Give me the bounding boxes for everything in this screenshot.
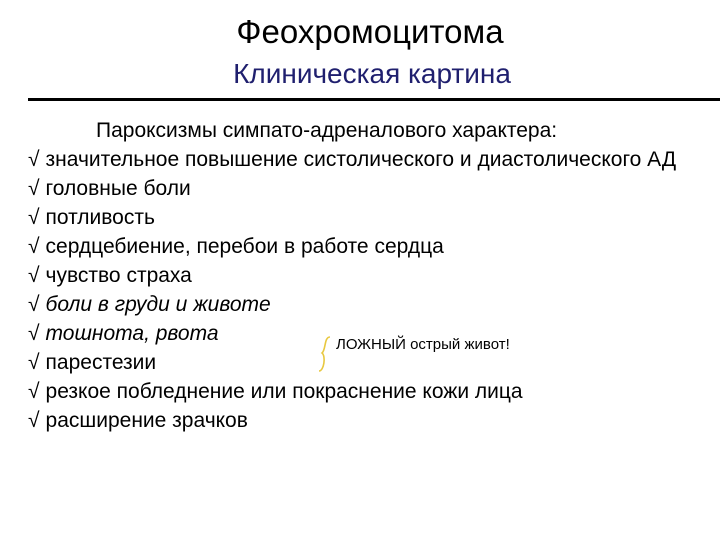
list-item-text: резкое побледнение или покраснение кожи лица	[45, 380, 523, 403]
list-item-text: боли в груди и животе	[45, 293, 271, 316]
list-item	[28, 406, 688, 435]
slide-body	[28, 116, 688, 435]
list-item-text: тошнота, рвота	[45, 322, 219, 345]
slide-title: Феохромоцитома	[236, 13, 504, 50]
list-item	[28, 174, 688, 203]
list-item	[28, 261, 688, 290]
list-item-text: парестезии	[45, 351, 157, 374]
list-item	[28, 203, 688, 232]
list-item-text: потливость	[45, 206, 155, 229]
check-icon: √	[28, 264, 40, 287]
check-icon: √	[28, 380, 40, 403]
list-item-text: расширение зрачков	[45, 409, 248, 432]
title-divider	[28, 98, 720, 101]
list-item	[28, 232, 688, 261]
check-icon: √	[28, 322, 40, 345]
list-item	[28, 377, 688, 406]
curly-bracket-icon	[318, 336, 332, 372]
slide-subtitle: Клиническая картина	[233, 58, 511, 89]
check-icon: √	[28, 148, 40, 171]
check-icon: √	[28, 235, 40, 258]
list-item-text: головные боли	[45, 177, 191, 200]
check-icon: √	[28, 177, 40, 200]
list-item-text: значительное повышение систолического и диастолического АД	[45, 148, 677, 171]
intro-text: Пароксизмы симпато-адреналового характера:	[96, 119, 558, 142]
list-item	[28, 145, 688, 174]
check-icon: √	[28, 293, 40, 316]
list-item	[28, 290, 688, 319]
list-item-text: сердцебиение, перебои в работе сердца	[45, 235, 444, 258]
check-icon: √	[28, 409, 40, 432]
list-item-text: чувство страха	[45, 264, 192, 287]
annotation-note: ЛОЖНЫЙ острый живот!	[336, 336, 510, 353]
check-icon: √	[28, 351, 40, 374]
check-icon: √	[28, 206, 40, 229]
